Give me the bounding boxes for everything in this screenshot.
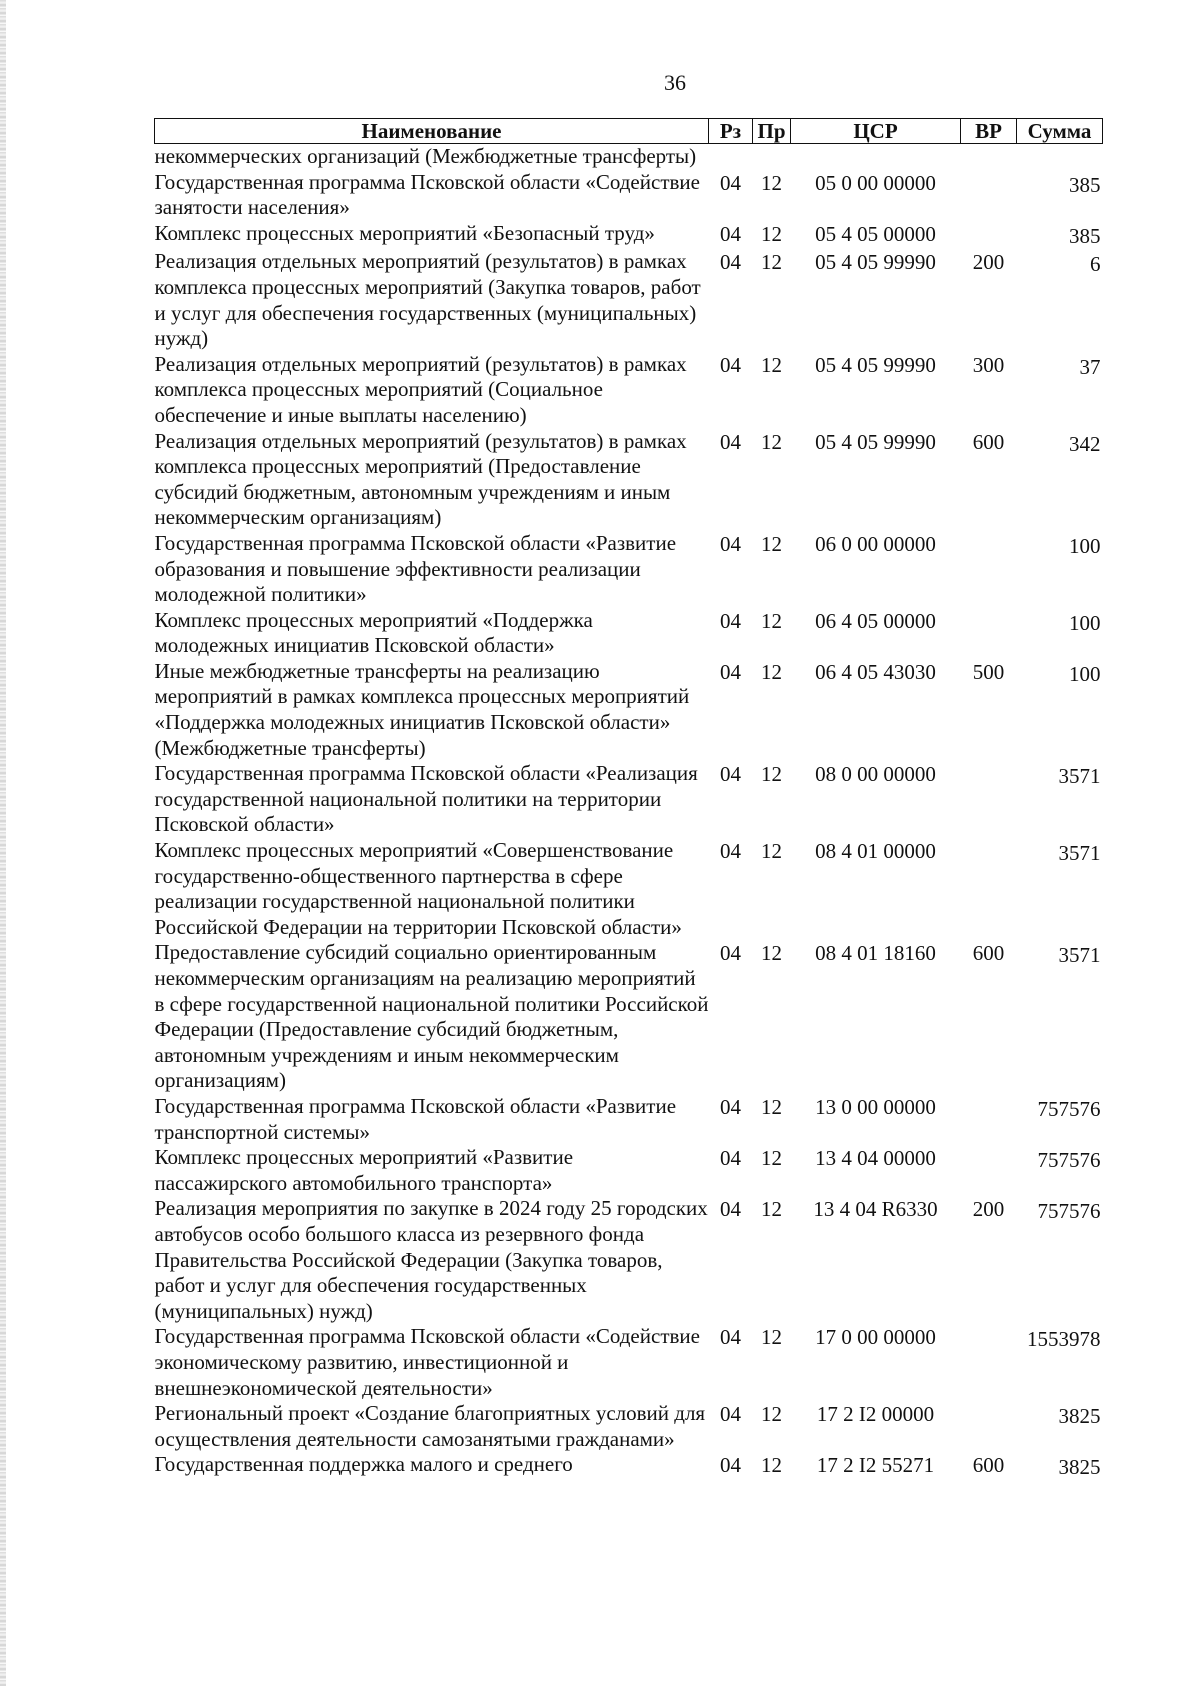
row-pr: 12 (761, 839, 782, 864)
row-sum: 100 (1069, 533, 1101, 558)
row-name: Государственная программа Псковской области «Содействие занятости населения» (154, 169, 700, 220)
row-csr: 06 4 05 43030 (815, 659, 936, 684)
table-row (155, 659, 1103, 761)
budget-table (154, 118, 1103, 1481)
row-csr: 05 4 05 99990 (815, 429, 936, 454)
row-sum: 3571 (1058, 841, 1101, 866)
row-csr: 08 4 01 18160 (815, 941, 936, 966)
row-name: Государственная программа Псковской области «Реализация государственной национальной политики на территории Псковской области» (154, 761, 698, 837)
row-rz: 04 (720, 608, 741, 633)
row-csr: 13 4 04 00000 (815, 1146, 936, 1171)
header-row (155, 119, 1103, 144)
row-rz: 04 (720, 659, 741, 684)
row-rz: 04 (720, 170, 741, 195)
page-number: 36 (664, 70, 686, 95)
row-sum: 385 (1069, 223, 1101, 248)
row-name: Предоставление субсидий социально ориентированным некоммерческим организациям на реализацию мероприятий в сфере государственной национальной политики Российской Федерации (Предоставление субсидий бюджетным, автономным учреждениям и иным некоммерческим организациям) (154, 940, 709, 1093)
row-name: Государственная поддержка малого и среднего (154, 1452, 573, 1477)
row-name: Реализация мероприятия по закупке в 2024 году 25 городских автобусов особо большого класса из резервного фонда Правительства Российской Федерации (Закупка товаров, работ и услуг для обеспечения государственных (муниципальных) нужд) (154, 1196, 708, 1323)
row-csr: 13 0 00 00000 (815, 1094, 936, 1119)
row-rz: 04 (720, 1094, 741, 1119)
row-vr: 600 (972, 941, 1005, 966)
row-csr: 06 0 00 00000 (815, 531, 936, 556)
row-pr: 12 (761, 1325, 782, 1350)
row-name: Реализация отдельных мероприятий (результатов) в рамках комплекса процессных мероприятий (Предоставление субсидий бюджетным, автономным учреждениям и иным некоммерческим организациям) (154, 428, 687, 530)
row-sum: 757576 (1037, 1199, 1101, 1224)
table-row (155, 1196, 1103, 1324)
row-pr: 12 (761, 352, 782, 377)
table-row (155, 170, 1103, 221)
row-vr: 600 (972, 1453, 1005, 1478)
row-pr: 12 (761, 608, 782, 633)
table-row (155, 429, 1103, 531)
table-row (155, 1452, 1103, 1481)
row-vr: 200 (972, 250, 1005, 275)
row-pr: 12 (761, 429, 782, 454)
row-sum: 385 (1069, 172, 1101, 197)
header-vr: ВР (961, 119, 1017, 144)
header-sum: Сумма (1017, 119, 1103, 144)
table-row (155, 144, 1103, 170)
row-csr: 06 4 05 00000 (815, 608, 936, 633)
row-csr: 17 2 I2 55271 (816, 1453, 935, 1478)
table-row (155, 761, 1103, 838)
row-csr: 05 4 05 00000 (815, 221, 936, 246)
table-row (155, 249, 1103, 351)
row-name: Реализация отдельных мероприятий (результатов) в рамках комплекса процессных мероприятий (Социальное обеспечение и иные выплаты населению) (154, 351, 687, 427)
row-sum: 3825 (1058, 1455, 1101, 1480)
table-row (155, 838, 1103, 940)
row-vr: 500 (972, 659, 1005, 684)
row-name: Комплекс процессных мероприятий «Совершенствование государственно-общественного партнерства в сфере реализации государственной национальной политики Российской Федерации на территории Псковской области» (154, 838, 682, 939)
row-sum: 757576 (1037, 1148, 1101, 1173)
row-sum: 37 (1079, 354, 1101, 379)
row-csr: 05 0 00 00000 (815, 170, 936, 195)
row-rz: 04 (720, 1146, 741, 1171)
row-csr (791, 144, 961, 170)
row-sum: 100 (1069, 610, 1101, 635)
row-pr: 12 (761, 1402, 782, 1427)
row-csr: 17 2 I2 00000 (816, 1402, 935, 1427)
row-pr: 12 (761, 941, 782, 966)
table-row (155, 221, 1103, 250)
row-sum: 3571 (1058, 764, 1101, 789)
table-row (155, 531, 1103, 608)
table-body (155, 144, 1103, 1481)
row-name: Государственная программа Псковской области «Развитие образования и повышение эффективности реализации молодежной политики» (154, 530, 677, 607)
row-sum: 757576 (1037, 1096, 1101, 1121)
row-pr: 12 (761, 1453, 782, 1478)
row-sum: 100 (1069, 661, 1101, 686)
row-rz: 04 (720, 1325, 741, 1350)
row-pr: 12 (761, 250, 782, 275)
table-row (155, 1094, 1103, 1145)
row-csr: 17 0 00 00000 (815, 1325, 936, 1350)
row-csr: 08 0 00 00000 (815, 762, 936, 787)
row-name: Региональный проект «Создание благоприятных условий для осуществления деятельности самозанятыми гражданами» (154, 1401, 706, 1451)
table-row (155, 1401, 1103, 1452)
row-pr: 12 (761, 170, 782, 195)
row-vr (961, 144, 1017, 170)
row-name: Государственная программа Псковской области «Содействие экономическому развитию, инвестиционной и внешнеэкономической деятельности» (154, 1324, 700, 1400)
header-pr: Пр (753, 119, 791, 144)
row-pr: 12 (761, 659, 782, 684)
row-rz: 04 (720, 1402, 741, 1427)
scan-edge (0, 0, 6, 1686)
header-csr: ЦСР (791, 119, 961, 144)
row-vr (961, 1094, 1017, 1145)
header-rz: Рз (709, 119, 753, 144)
row-vr (961, 838, 1017, 940)
row-sum: 3571 (1058, 943, 1101, 968)
row-vr: 300 (972, 352, 1005, 377)
row-name: Государственная программа Псковской области «Развитие транспортной системы» (154, 1093, 677, 1144)
row-rz: 04 (720, 250, 741, 275)
row-pr (753, 144, 791, 170)
row-pr: 12 (761, 1094, 782, 1119)
table-row (155, 1145, 1103, 1196)
row-pr: 12 (761, 221, 782, 246)
row-name: Комплекс процессных мероприятий «Поддержка молодежных инициатив Псковской области» (154, 607, 593, 658)
row-rz: 04 (720, 762, 741, 787)
row-rz: 04 (720, 1453, 741, 1478)
table-header (155, 119, 1103, 144)
row-vr (961, 170, 1017, 221)
row-rz: 04 (720, 352, 741, 377)
row-vr (961, 761, 1017, 838)
row-name: некоммерческих организаций (Межбюджетные трансферты) (154, 144, 697, 168)
row-sum: 6 (1090, 252, 1101, 277)
row-name: Комплекс процессных мероприятий «Развитие пассажирского автомобильного транспорта» (154, 1145, 574, 1195)
row-name: Иные межбюджетные трансферты на реализацию мероприятий в рамках комплекса процессных мероприятий «Поддержка молодежных инициатив Псковской области» (Межбюджетные трансферты) (154, 658, 690, 760)
row-vr (961, 608, 1017, 659)
row-vr: 200 (972, 1197, 1005, 1222)
row-csr: 13 4 04 R6330 (813, 1197, 938, 1222)
row-sum: 342 (1069, 431, 1101, 456)
row-vr (961, 1145, 1017, 1196)
row-pr: 12 (761, 1146, 782, 1171)
row-rz: 04 (720, 839, 741, 864)
row-vr: 600 (972, 429, 1005, 454)
row-rz: 04 (720, 221, 741, 246)
row-vr (961, 1324, 1017, 1401)
row-rz: 04 (720, 941, 741, 966)
row-pr: 12 (761, 1197, 782, 1222)
table-row (155, 352, 1103, 429)
row-rz: 04 (720, 531, 741, 556)
row-vr (961, 221, 1017, 250)
row-sum: 3825 (1058, 1404, 1101, 1429)
table-row (155, 608, 1103, 659)
row-name: Реализация отдельных мероприятий (результатов) в рамках комплекса процессных мероприятий (Закупка товаров, работ и услуг для обеспечения государственных (муниципальных) нужд) (154, 249, 701, 351)
row-rz (709, 144, 753, 170)
row-rz: 04 (720, 1197, 741, 1222)
row-name: Комплекс процессных мероприятий «Безопасный труд» (154, 220, 655, 245)
header-name: Наименование (155, 119, 709, 144)
row-pr: 12 (761, 531, 782, 556)
table-row (155, 1324, 1103, 1401)
row-vr (961, 531, 1017, 608)
row-vr (961, 1401, 1017, 1452)
table-row (155, 940, 1103, 1094)
row-csr: 08 4 01 00000 (815, 839, 936, 864)
row-csr: 05 4 05 99990 (815, 352, 936, 377)
row-rz: 04 (720, 429, 741, 454)
row-csr: 05 4 05 99990 (815, 250, 936, 275)
row-sum (1017, 144, 1103, 170)
row-sum: 1553978 (1027, 1327, 1101, 1352)
row-pr: 12 (761, 762, 782, 787)
